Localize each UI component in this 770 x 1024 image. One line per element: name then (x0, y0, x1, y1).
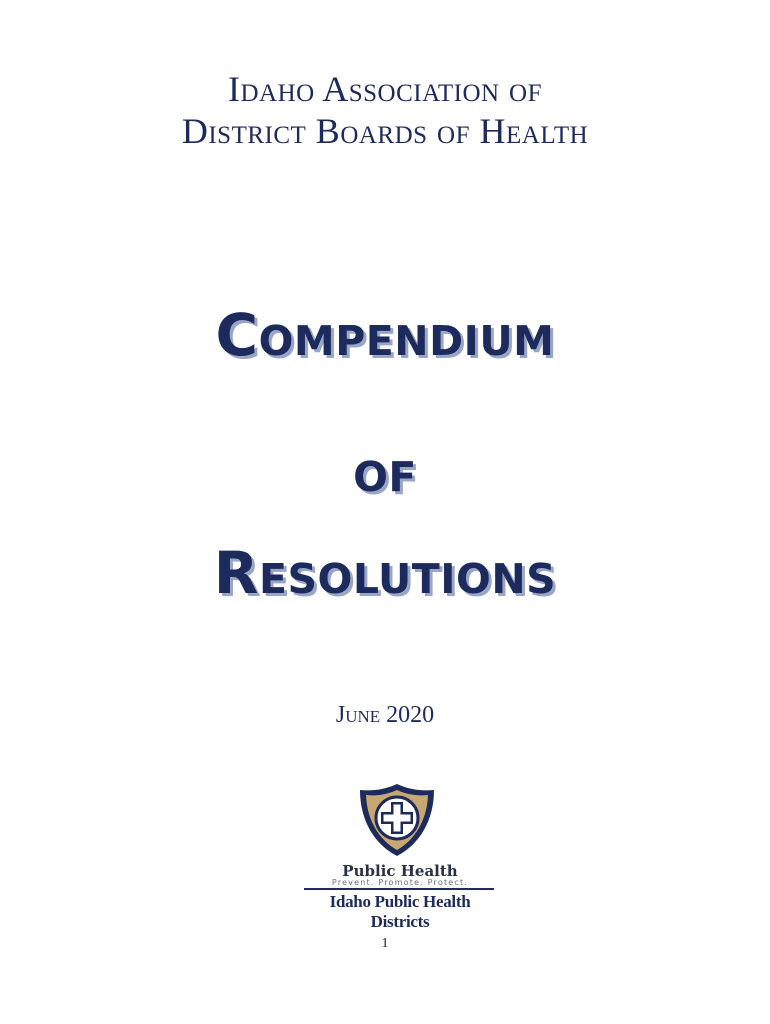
logo-tagline: Prevent. Promote. Protect. (331, 878, 469, 887)
organization-title-line1: Idaho Association of (227, 69, 543, 109)
document-date: June 2020 (335, 702, 435, 728)
document-title-resolutions: Resolutions (213, 539, 557, 607)
logo-divider (304, 888, 494, 890)
organization-title-line2: District Boards of Health (181, 111, 589, 151)
document-title-of: of (353, 437, 417, 505)
page-number: 1 (381, 936, 389, 951)
shield-cross-icon (358, 782, 436, 858)
logo-name: Public Health (342, 862, 458, 880)
document-title-compendium: Compendium (215, 301, 555, 369)
logo-districts: Idaho Public Health Districts (329, 892, 471, 931)
public-health-logo (300, 782, 500, 931)
